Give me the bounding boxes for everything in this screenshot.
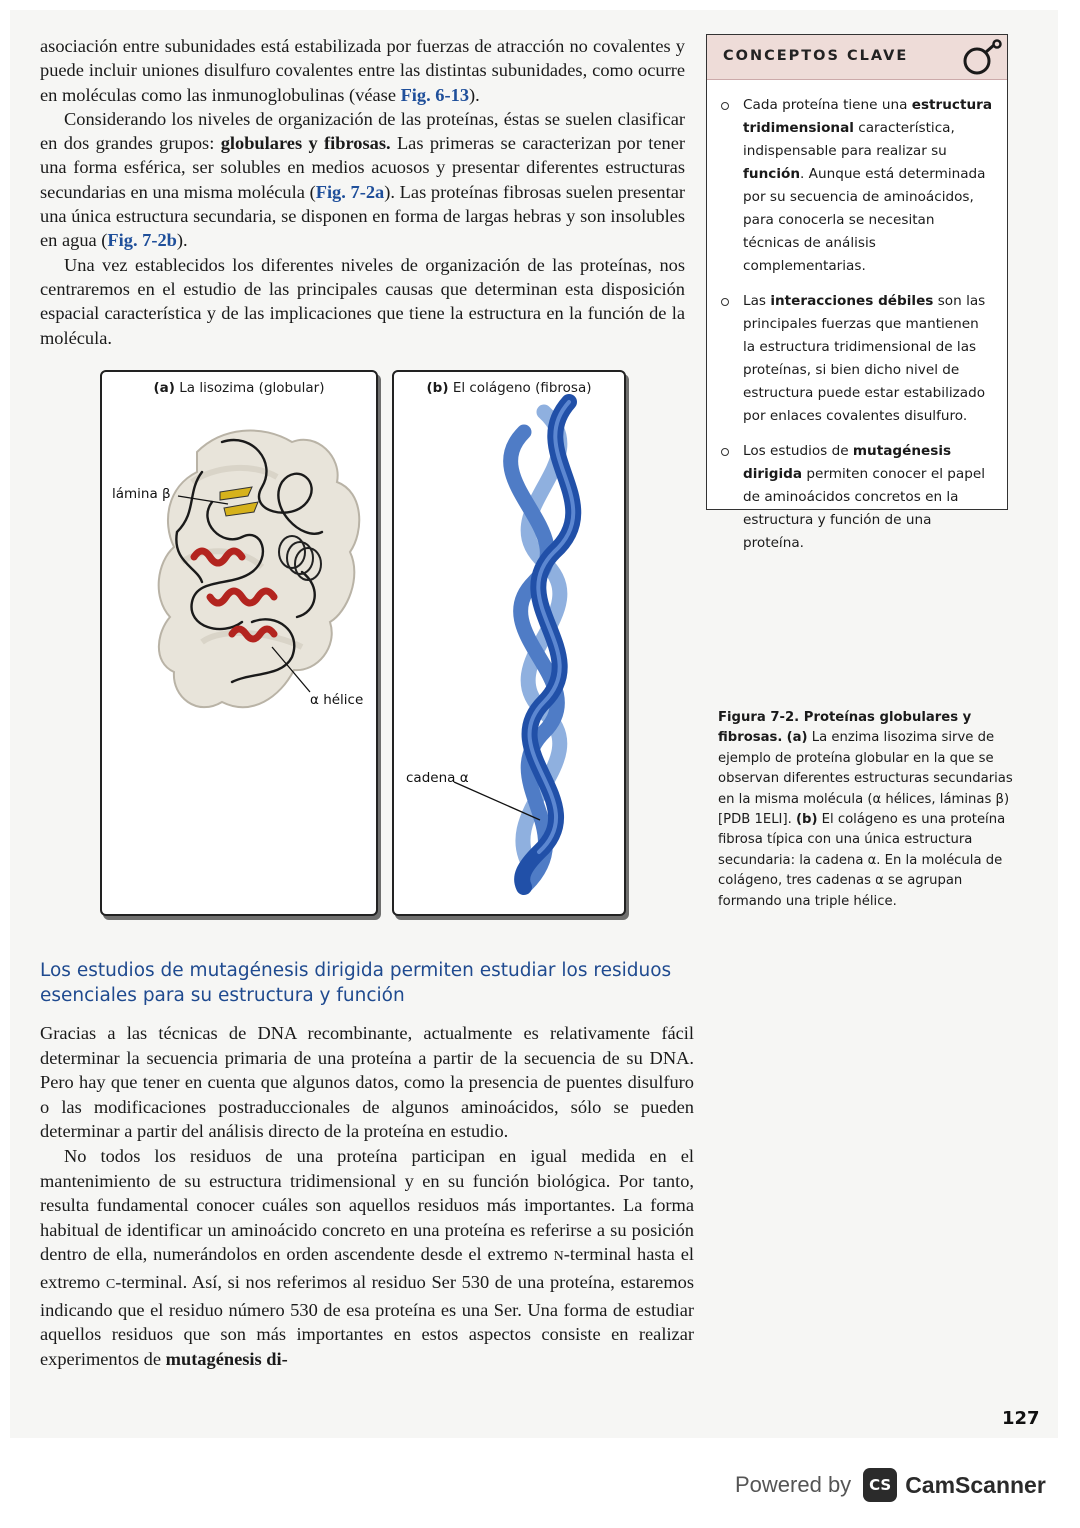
key-icon: [959, 39, 1003, 79]
figure-caption: Figura 7-2. Proteínas globulares y fibrosas. (a) La enzima lisozima sirve de ejemplo de proteína globular en la que se observan diferentes estructuras secundarias en la misma molécula (α hélices, láminas β) [PDB 1ELI]. (b) El colágeno es una proteína fibrosa típica con una única estructura secundaria: la cadena α. En la molécula de colágeno, tres cadenas α se agrupan formando una triple hélice.: [718, 710, 1013, 909]
figure-panel-collagen: [392, 370, 626, 916]
intro-text: [40, 34, 685, 350]
key-concepts-title: CONCEPTOS CLAVE: [723, 48, 909, 64]
collagen-illustration: [394, 372, 624, 914]
camscanner-footer: [735, 1468, 1046, 1502]
camscanner-brand: CamScanner: [905, 1471, 1046, 1498]
figure-reference: Fig. 7-2b: [107, 230, 177, 251]
figure-reference: Fig. 6-13: [400, 84, 470, 105]
section-heading: Los estudios de mutagénesis dirigida permiten estudiar los residuos esenciales para su estructura y función: [40, 960, 672, 1006]
section-paragraph-2: No todos los residuos de una proteína participan en igual medida en el mantenimiento de su estructura tridimensional y en su función biológica. Por tanto, resulta fundamental conocer cuáles son aquellos residuos más importantes. La forma habitual de identificar un aminoácido concreto en una proteína es referirse a su posición dentro de ella, numerándolos en orden ascendente desde el extremo N-terminal hasta el extremo C-terminal. Así, si nos referimos al residuo Ser 530 de una proteína, estaremos indicando que el residuo número 530 de esa proteína es una Ser. Una forma de estudiar aquellos residuos que son más importantes en estos aspectos consiste en realizar experimentos de mutagénesis di-: [40, 1145, 694, 1369]
key-concepts-header: [707, 35, 1007, 80]
section-body: [40, 1021, 694, 1371]
figure-reference: Fig. 7-2a: [315, 181, 385, 202]
list-item: Cada proteína tiene una estructura tridimensional característica, indispensable para realizar su función. Aunque está determinada por su secuencia de aminoácidos, para conocerla se necesitan técnicas de análisis complementarias.: [721, 94, 993, 278]
lysozyme-illustration: [102, 372, 376, 914]
page-number: 127: [1002, 1408, 1040, 1429]
list-item: Los estudios de mutagénesis dirigida permiten conocer el papel de aminoácidos concretos en la estructura y función de una proteína.: [721, 440, 993, 555]
label-beta-sheet: lámina β: [112, 486, 171, 502]
key-concepts-box: [706, 34, 1008, 551]
key-concepts-list: [707, 80, 1007, 555]
camscanner-logo-icon: CS: [863, 1468, 897, 1502]
list-item: Las interacciones débiles son las principales fuerzas que mantienen la estructura tridimensional de las proteínas, si bien dicho nivel de estructura puede estar estabilizado por enlaces covalentes disulfuro.: [721, 290, 993, 428]
section-paragraph-1: Gracias a las técnicas de DNA recombinante, actualmente es relativamente fácil determinar la secuencia primaria de una proteína a partir de la secuencia de su DNA. Pero hay que tener en cuenta que algunos datos, como la presencia de puentes disulfuro o las modificaciones postraduccionales de algunos aminoácidos, sólo se pueden determinar a partir del análisis directo de la proteína en estudio.: [40, 1023, 694, 1142]
panel-a-title: (a) La lisozima (globular): [153, 380, 325, 396]
label-alpha-chain: cadena α: [406, 770, 469, 786]
intro-paragraph-1: asociación entre subunidades está estabilizada por fuerzas de atracción no covalentes y puede incluir uniones disulfuro covalentes entre las distintas subunidades, como ocurre en moléculas como las inmunoglobulinas (véase Fig. 6-13).: [40, 36, 685, 105]
powered-by-text: Powered by: [735, 1472, 852, 1497]
figure-panel-lysozyme: [100, 370, 378, 916]
panel-b-title: (b) El colágeno (fibrosa): [426, 380, 592, 396]
intro-paragraph-2: Considerando los niveles de organización de las proteínas, éstas se suelen clasificar en dos grandes grupos: globulares y fibrosas. Las primeras se caracterizan por tener una forma esférica, ser solubles en medios acuosos y presentar diferentes estructuras secundarias en una misma molécula (Fig. 7-2a). Las proteínas fibrosas suelen presentar una única estructura secundaria, se disponen en forma de largas hebras y son insolubles en agua (Fig. 7-2b).: [40, 108, 686, 251]
intro-paragraph-3: Una vez establecidos los diferentes niveles de organización de las proteínas, nos centraremos en el estudio de las principales causas que determinan esta disposición espacial característica y de las implicaciones que tiene la estructura en la función de la molécula.: [40, 254, 685, 348]
label-alpha-helix: α hélice: [310, 692, 364, 708]
